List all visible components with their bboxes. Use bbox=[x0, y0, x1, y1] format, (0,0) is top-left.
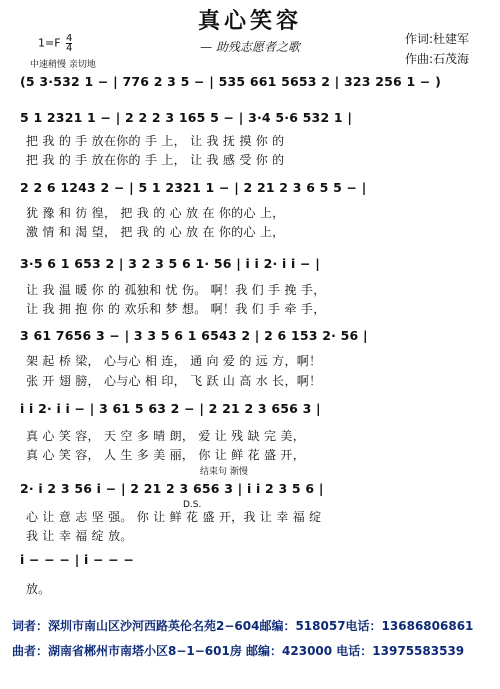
lyric-3-verse-2: 激 情 和 渴 望， 把 我 的 心 放 在 你的心 上， bbox=[26, 225, 285, 239]
lyric-2-verse-1: 把 我 的 手 放在你的 手 上， 让 我 抚 摸 你 的 bbox=[26, 134, 285, 148]
lyricist-address: 词者：深圳市南山区沙河西路英伦名苑2−604邮编：518057电话：13686806861 bbox=[12, 619, 474, 633]
lyric-6-verse-1: 真 心 笑 容， 天 空 多 晴 朗， 爱 让 残 缺 完 美， bbox=[26, 429, 306, 443]
music-line-3: 2 2 6 1243 2 − | 5 1 2321 1 − | 2 21 2 3 6 5 5 − | bbox=[20, 180, 367, 195]
lyric-3-verse-1: 犹 豫 和 彷 徨， 把 我 的 心 放 在 你的心 上， bbox=[26, 206, 285, 220]
music-line-2: 5 1 2321 1 − | 2 2 2 3 165 5 − | 3·4 5·6 532 1 | bbox=[20, 110, 353, 125]
key-label: 1=F bbox=[38, 36, 61, 50]
lyric-5-verse-2: 张 开 翅 膀， 心与心 相 印， 飞 跃 山 高 水 长，啊！ bbox=[26, 374, 322, 388]
time-bottom: 4 bbox=[66, 43, 73, 54]
lyric-5-verse-1: 架 起 桥 梁， 心与心 相 连， 通 向 爱 的 远 方，啊！ bbox=[26, 354, 322, 368]
time-signature bbox=[66, 34, 72, 53]
lyric-8-verse-1: 放。 bbox=[26, 582, 51, 596]
lyric-6-verse-2: 真 心 笑 容， 人 生 多 美 丽， 你 让 鲜 花 盛 开， bbox=[26, 448, 306, 462]
composer-credit: 作曲:石茂海 bbox=[405, 52, 470, 66]
music-line-6: i i 2· i i − | 3 61 5 63 2 − | 2 21 2 3 656 3 | bbox=[20, 401, 321, 416]
lyric-7-verse-2: 我 让 幸 福 绽 放。 bbox=[26, 529, 133, 543]
music-line-4: 3·5 6 1 653 2 | 3 2 3 5 6 1· 56 | i i 2· i i − | bbox=[20, 256, 321, 271]
music-line-5: 3 61 7656 3 − | 3 3 5 6 1 6543 2 | 2 6 153 2· 56 | bbox=[20, 328, 368, 343]
song-subtitle: — 助残志愿者之歌 bbox=[200, 40, 300, 54]
ending-note: 结束句 渐慢 bbox=[200, 467, 248, 477]
lyric-4-verse-2: 让 我 拥 抱 你 的 欢乐和 梦 想。 啊！我 们 手 牵 手， bbox=[26, 302, 326, 316]
lyric-7-verse-1: 心 让 意 志 坚 强。 你 让 鲜 花 盛 开，我 让 幸 福 绽 bbox=[26, 510, 322, 524]
music-line-8: i − − − | i − − − bbox=[20, 552, 135, 567]
composer-address: 曲者：湖南省郴州市南塔小区8−1−601房 邮编：423000 电话：13975583539 bbox=[12, 644, 465, 658]
music-line-7: 2· i 2 3 56 i − | 2 21 2 3 656 3 | i i 2 3 5 6 | bbox=[20, 481, 324, 496]
key-signature bbox=[38, 34, 72, 53]
time-top: 4 bbox=[66, 33, 73, 44]
lyric-4-verse-1: 让 我 温 暖 你 的 孤独和 忧 伤。 啊！我 们 手 挽 手， bbox=[26, 283, 326, 297]
lyricist-credit: 作词:杜建军 bbox=[405, 32, 470, 46]
ds-marking: D.S. bbox=[183, 500, 202, 510]
tempo-marking: 中速稍慢 亲切地 bbox=[30, 60, 96, 70]
song-title: 真心笑容 bbox=[197, 9, 302, 34]
lyric-2-verse-2: 把 我 的 手 放在你的 手 上， 让 我 感 受 你 的 bbox=[26, 153, 285, 167]
music-line-1: (5 3·532 1 − | 776 2 3 5 − | 535 661 5653 2 | 323 256 1 − ) bbox=[20, 74, 442, 89]
